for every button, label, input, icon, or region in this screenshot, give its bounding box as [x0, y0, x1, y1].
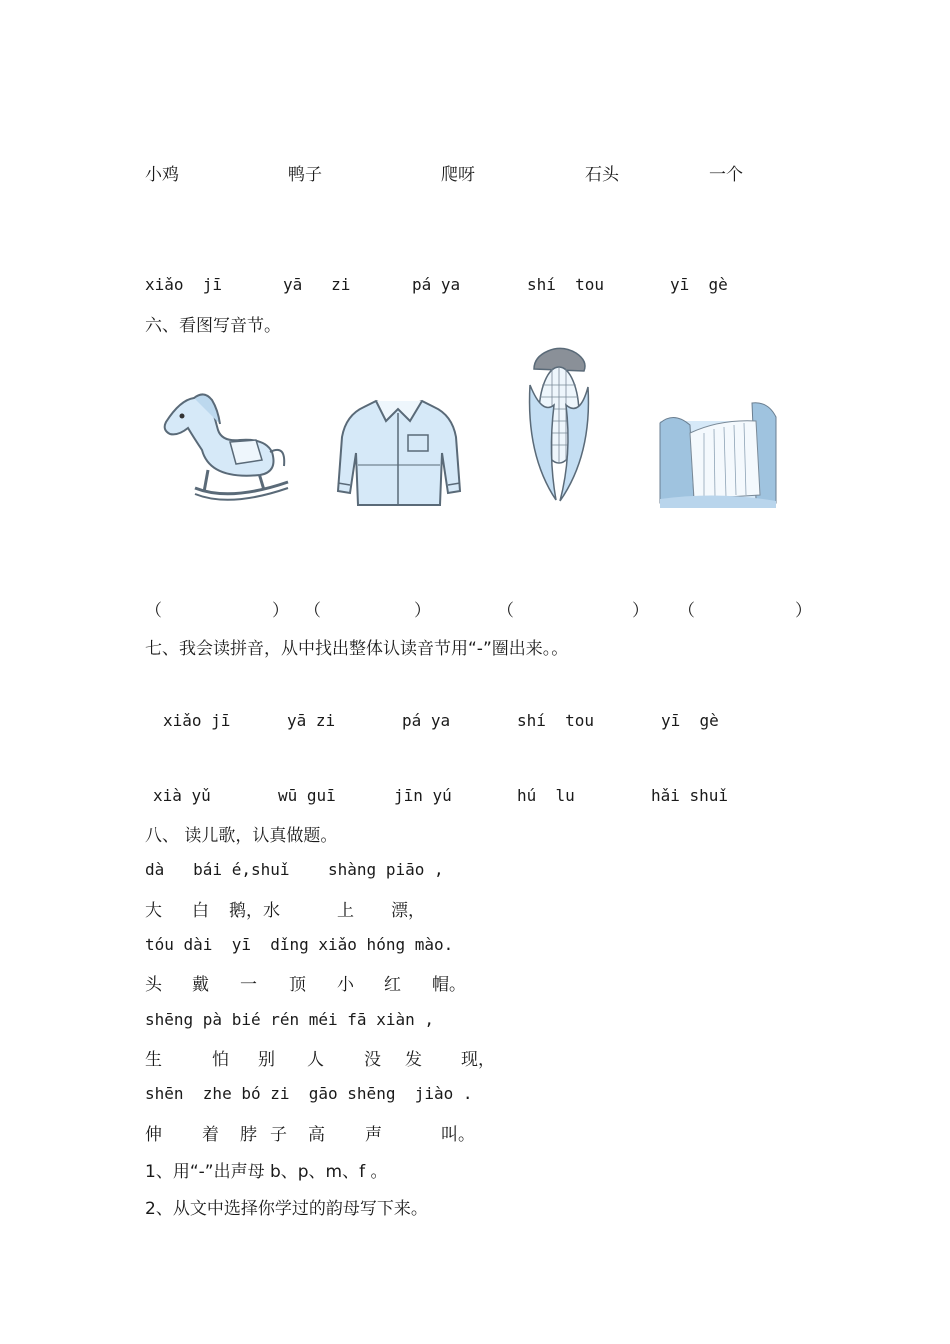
word-1: 小鸡 — [145, 165, 179, 185]
pinyin-4: shí tou — [527, 275, 605, 294]
pinyin-5: yī gè — [670, 275, 728, 294]
syllable-row2-1: xià yǔ — [153, 786, 211, 805]
syllable-row1-3: pá ya — [402, 711, 451, 730]
shirt-picture — [336, 393, 461, 511]
answer-bracket-3-open: （ — [497, 601, 514, 621]
word-5: 一个 — [709, 165, 743, 185]
syllable-row2-4: hú lu — [517, 786, 575, 805]
poem-line4-char: 高 — [308, 1125, 325, 1145]
word-3: 爬呀 — [441, 165, 475, 185]
poem-line4-char: 子 — [270, 1125, 287, 1145]
answer-bracket-1-close: ） — [272, 601, 289, 621]
poem-line1-char: 上 — [337, 901, 354, 921]
poem-line2-char: 顶 — [289, 975, 306, 995]
poem-line4-pinyin: shēn zhe bó zi gāo shēng jiào . — [145, 1084, 473, 1103]
poem-line3-char: 怕 — [212, 1050, 229, 1070]
section7-heading: 七、我会读拼音，从中找出整体认读音节用“-”圈出来。。 — [145, 639, 569, 659]
answer-bracket-2-open: （ — [304, 601, 321, 621]
syllable-row1-5: yī gè — [661, 711, 719, 730]
poem-line3-char: 发 — [405, 1050, 422, 1070]
poem-line3-char: 没 — [364, 1050, 381, 1070]
answer-bracket-2-close: ） — [414, 601, 431, 621]
word-2: 鸭子 — [288, 165, 322, 185]
answer-bracket-4-close: ） — [795, 601, 812, 621]
corn-picture — [526, 345, 592, 503]
poem-line1-char: 鹅，水 — [229, 901, 280, 921]
poem-line1-pinyin: dà bái é,shuǐ shàng piāo , — [145, 860, 444, 879]
poem-line3-char: 别 — [258, 1050, 275, 1070]
poem-line2-char: 一 — [240, 975, 257, 995]
syllable-row2-3: jīn yú — [394, 786, 452, 805]
section6-heading: 六、看图写音节。 — [145, 316, 281, 336]
syllable-row2-2: wū guī — [278, 786, 336, 805]
answer-bracket-3-close: ） — [632, 601, 649, 621]
poem-line4-char: 伸 — [145, 1125, 162, 1145]
answer-bracket-1-open: （ — [145, 601, 162, 621]
question-2: 2、从文中选择你学过的韵母写下来。 — [145, 1199, 428, 1219]
question-1: 1、用“-”出声母 b、p、m、f 。 — [145, 1162, 388, 1182]
poem-line2-pinyin: tóu dài yī dǐng xiǎo hóng mào. — [145, 935, 454, 954]
poem-line3-char: 人 — [307, 1050, 324, 1070]
poem-line3-pinyin: shēng pà bié rén méi fā xiàn , — [145, 1010, 434, 1029]
pinyin-2: yā zi — [283, 275, 351, 294]
poem-line2-char: 小 — [337, 975, 354, 995]
word-4: 石头 — [585, 165, 619, 185]
poem-line1-char: 漂， — [391, 901, 425, 921]
poem-line1-char: 白 — [192, 901, 209, 921]
poem-line2-char: 红 — [384, 975, 401, 995]
poem-line2-char: 戴 — [192, 975, 209, 995]
poem-line1-char: 大 — [145, 901, 162, 921]
poem-line2-char: 头 — [145, 975, 162, 995]
poem-line2-char: 帽。 — [432, 975, 466, 995]
section8-heading: 八、 读儿歌，认真做题。 — [145, 826, 338, 846]
syllable-row1-2: yā zi — [287, 711, 336, 730]
syllable-row1-4: shí tou — [517, 711, 595, 730]
poem-line4-char: 叫。 — [441, 1125, 475, 1145]
poem-line3-char: 现， — [461, 1050, 495, 1070]
pinyin-1: xiǎo jī — [145, 275, 223, 294]
syllable-row2-5: hǎi shuǐ — [651, 786, 729, 805]
poem-line4-char: 脖 — [240, 1125, 257, 1145]
waterfall-picture — [660, 403, 776, 508]
pinyin-3: pá ya — [412, 275, 461, 294]
syllable-row1-1: xiǎo jī — [163, 711, 231, 730]
poem-line3-char: 生 — [145, 1050, 162, 1070]
rocking-horse-picture — [160, 390, 290, 510]
answer-bracket-4-open: （ — [678, 601, 695, 621]
poem-line4-char: 声 — [365, 1125, 382, 1145]
poem-line4-char: 着 — [202, 1125, 219, 1145]
